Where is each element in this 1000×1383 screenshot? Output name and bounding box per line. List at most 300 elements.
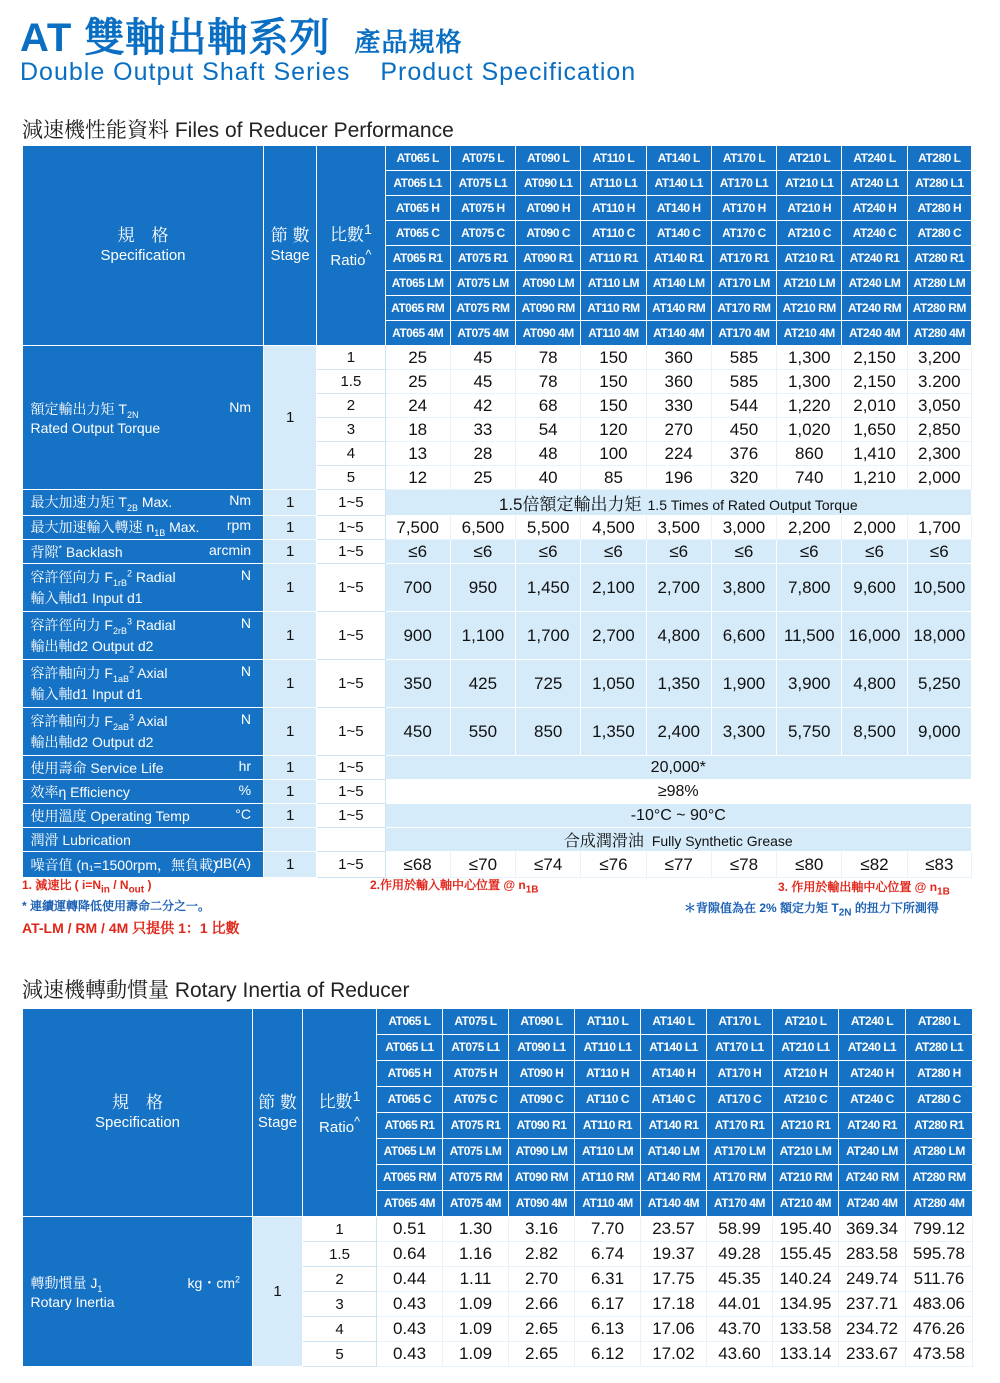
model-name: AT075 R1 [443, 1113, 509, 1139]
model-name: AT110 L [581, 146, 646, 171]
model-name: AT075 H [450, 196, 515, 221]
value-cell: 360 [646, 346, 711, 370]
model-name: AT140 L1 [646, 171, 711, 196]
model-name: AT240 R1 [842, 246, 907, 271]
model-name: AT075 C [443, 1087, 509, 1113]
row-label [23, 780, 264, 804]
label-part: 2 [126, 568, 132, 579]
value-cell: 49.28 [707, 1242, 773, 1267]
value-cell: 85 [581, 466, 646, 490]
inertia-ratio-header [303, 1009, 377, 1217]
model-name: AT075 C [450, 221, 515, 246]
value-cell: 376 [711, 442, 776, 466]
stage-cell: 1 [253, 1217, 303, 1367]
model-name: AT170 C [711, 221, 776, 246]
model-name: AT075 4M [443, 1191, 509, 1217]
label-part: Rated Output Torque [30, 419, 161, 436]
value-cell: ≤6 [711, 540, 776, 564]
ratio-header-zh-line [303, 1087, 376, 1113]
note-lm-rm-4m: AT-LM / RM / 4M 只提供 1：1 比數 [22, 920, 240, 936]
value-cell: 283.58 [839, 1242, 906, 1267]
model-name: AT065 RM [377, 1165, 443, 1191]
model-name: AT240 H [842, 196, 907, 221]
model-name: AT210 L1 [773, 1035, 839, 1061]
model-name: AT110 H [575, 1061, 641, 1087]
spec-header-en: Specification [94, 1113, 181, 1131]
value-cell: 133.58 [773, 1317, 839, 1342]
unit-label: Nm [229, 492, 252, 509]
model-name: AT210 C [773, 1087, 839, 1113]
spec-header-zh: 規 格 [112, 1092, 163, 1112]
model-name: AT170 4M [711, 321, 776, 346]
model-name: AT090 4M [509, 1191, 575, 1217]
model-name: AT090 L [516, 146, 581, 171]
model-name: AT240 L1 [839, 1035, 906, 1061]
span-cell [385, 490, 971, 516]
label-part: 3 [126, 616, 132, 627]
value-cell: 120 [581, 418, 646, 442]
label-line [31, 782, 264, 802]
model-name: AT170 C [707, 1087, 773, 1113]
model-name: AT110 LM [575, 1139, 641, 1165]
note-ratio-tail: ) [144, 878, 152, 892]
model-name: AT140 RM [646, 296, 711, 321]
value-cell: 150 [581, 394, 646, 418]
model-name: AT240 R1 [839, 1113, 906, 1139]
ratio-header-zh-sup: 1 [352, 1088, 361, 1105]
label-part: 最大加速輸入轉速 n [30, 519, 155, 536]
model-name: AT170 L1 [711, 171, 776, 196]
model-name: AT170 H [707, 1061, 773, 1087]
value-cell: 24 [385, 394, 450, 418]
value-cell: 3,000 [711, 516, 776, 540]
label-part: 使用溫度 Operating Temp [30, 807, 190, 824]
row-label [23, 708, 264, 756]
note-backlash-text: ＊背隙值為在 2% 額定力矩 T [684, 901, 839, 915]
value-cell: 1,050 [581, 660, 646, 708]
model-name: AT090 C [516, 221, 581, 246]
value-cell: 725 [516, 660, 581, 708]
value-cell: 1,220 [777, 394, 842, 418]
label-part: 效率η Efficiency [30, 783, 130, 800]
max-accel-torque-row [23, 490, 972, 516]
value-cell: 585 [711, 346, 776, 370]
label-line [31, 588, 264, 608]
unit-label: N [240, 711, 252, 728]
model-name: AT280 L1 [906, 1035, 973, 1061]
model-name: AT110 R1 [581, 246, 646, 271]
value-cell: 5,500 [516, 516, 581, 540]
note-ratio-sub2: out [128, 884, 145, 896]
ratio-header-zh-sup: 1 [363, 221, 372, 238]
model-name: AT110 C [575, 1087, 641, 1113]
ratio-cell: 1~5 [317, 660, 385, 708]
row-label [23, 828, 264, 852]
note-life: * 連續運轉降低使用壽命二分之一。 [22, 899, 211, 913]
spec-header-en: Specification [100, 246, 186, 264]
value-cell: 450 [385, 708, 450, 756]
unit-label: N [240, 663, 252, 680]
torque-row [23, 346, 972, 370]
value-cell: 40 [516, 466, 581, 490]
stage-cell: 1 [264, 804, 317, 828]
row-label [23, 540, 264, 564]
label-line [31, 732, 264, 752]
value-cell: 13 [385, 442, 450, 466]
row-label [23, 852, 264, 878]
stage-cell: 1 [264, 708, 317, 756]
model-name: AT140 H [646, 196, 711, 221]
note-input-position-sub: 1B [525, 884, 539, 896]
label-part: 使用壽命 Service Life [30, 759, 164, 776]
model-name: AT140 H [641, 1061, 707, 1087]
value-cell: 17.75 [641, 1267, 707, 1292]
model-name: AT075 R1 [450, 246, 515, 271]
model-name: AT090 LM [509, 1139, 575, 1165]
model-name: AT170 H [711, 196, 776, 221]
model-name: AT240 C [842, 221, 907, 246]
value-cell: 6.74 [575, 1242, 641, 1267]
value-cell: 6.31 [575, 1267, 641, 1292]
model-name: AT110 4M [575, 1191, 641, 1217]
span-text-en: 1.5 Times of Rated Output Torque [647, 497, 858, 513]
value-cell: 6.12 [575, 1342, 641, 1367]
model-name: AT065 C [385, 221, 450, 246]
label-part: 容許軸向力 F [30, 713, 113, 730]
value-cell: 54 [516, 418, 581, 442]
value-cell: 4,800 [842, 660, 907, 708]
value-cell: 17.06 [641, 1317, 707, 1342]
value-cell: 233.67 [839, 1342, 906, 1367]
value-cell: 2,850 [907, 418, 971, 442]
value-cell: 0.43 [377, 1342, 443, 1367]
model-name: AT280 C [907, 221, 971, 246]
label-part: 輸出軸d2 Output d2 [30, 637, 154, 654]
row-label [23, 564, 264, 612]
label-part: 2rB [112, 625, 127, 636]
model-name: AT280 L [906, 1009, 973, 1035]
value-cell: 270 [646, 418, 711, 442]
value-cell: 0.43 [377, 1292, 443, 1317]
value-cell: 700 [385, 564, 450, 612]
value-cell: 860 [777, 442, 842, 466]
label-line [31, 615, 264, 636]
model-name: AT170 RM [707, 1165, 773, 1191]
model-name: AT140 L1 [641, 1035, 707, 1061]
operating-temp-row [23, 804, 972, 828]
value-cell: 237.71 [839, 1292, 906, 1317]
model-name: AT065 4M [385, 321, 450, 346]
model-name: AT280 LM [907, 271, 971, 296]
span-cell: 20,000* [385, 756, 971, 780]
value-cell: 45.35 [707, 1267, 773, 1292]
radial-d2-row [23, 612, 972, 660]
value-cell: 196 [646, 466, 711, 490]
model-name: AT075 H [443, 1061, 509, 1087]
perf-spec-header [23, 146, 264, 346]
unit-label: N [240, 567, 252, 584]
model-name: AT140 4M [646, 321, 711, 346]
model-name: AT075 L [443, 1009, 509, 1035]
ratio-cell: 1 [317, 346, 385, 370]
ratio-cell: 1~5 [317, 490, 385, 516]
label-line [31, 830, 264, 850]
value-cell: 0.44 [377, 1267, 443, 1292]
model-name: AT065 L1 [377, 1035, 443, 1061]
model-name: AT240 L1 [842, 171, 907, 196]
model-name: AT140 RM [641, 1165, 707, 1191]
model-name: AT065 LM [385, 271, 450, 296]
subtitle-zh: 產品規格 [354, 27, 463, 57]
value-cell: 6,600 [711, 612, 776, 660]
stage-cell: 1 [264, 780, 317, 804]
value-cell: ≤6 [581, 540, 646, 564]
value-cell: 1,100 [450, 612, 515, 660]
stage-header-en: Stage [257, 1113, 298, 1131]
ratio-cell: 5 [303, 1342, 377, 1367]
ratio-header-en-sup: ^ [365, 248, 372, 263]
value-cell: 1,350 [646, 660, 711, 708]
ratio-cell: 3 [317, 418, 385, 442]
model-name: AT280 R1 [906, 1113, 973, 1139]
unit-label [188, 1273, 252, 1293]
model-name: AT140 L [641, 1009, 707, 1035]
value-cell: 5,250 [907, 660, 971, 708]
value-cell: 425 [450, 660, 515, 708]
value-cell: 43.60 [707, 1342, 773, 1367]
inertia-label-zh: 轉動慣量 J [30, 1275, 98, 1292]
model-name: AT090 4M [516, 321, 581, 346]
unit-label: °C [235, 805, 252, 822]
value-cell: 1,020 [777, 418, 842, 442]
value-cell: 3,050 [907, 394, 971, 418]
value-cell: 2,100 [581, 564, 646, 612]
ratio-header-zh: 比數 [318, 1092, 353, 1112]
label-line [31, 567, 264, 588]
value-cell: 1,700 [907, 516, 971, 540]
model-name: AT210 R1 [773, 1113, 839, 1139]
model-name: AT065 RM [385, 296, 450, 321]
label-part: Radial [131, 617, 176, 634]
ratio-cell: 5 [317, 466, 385, 490]
value-cell: 2,000 [842, 516, 907, 540]
stage-cell: 1 [264, 612, 317, 660]
model-name: AT110 R1 [575, 1113, 641, 1139]
value-cell: 6.17 [575, 1292, 641, 1317]
span-text-zh: 合成潤滑油 [563, 833, 644, 850]
value-cell: 900 [385, 612, 450, 660]
label-part: 容許徑向力 F [30, 569, 113, 586]
stage-cell: 1 [264, 756, 317, 780]
model-name: AT065 C [377, 1087, 443, 1113]
label-part: 噪音值 (n₁=1500rpm，無負載) [30, 856, 218, 873]
label-part: 輸入軸d1 Input d1 [30, 685, 143, 702]
row-label [23, 490, 264, 516]
model-name: AT065 L [385, 146, 450, 171]
unit-label: dB(A) [215, 854, 252, 871]
model-name: AT075 RM [443, 1165, 509, 1191]
model-name: AT065 L1 [385, 171, 450, 196]
value-cell: 2,150 [842, 346, 907, 370]
inertia-row [23, 1217, 973, 1242]
model-name: AT140 C [646, 221, 711, 246]
label-part: 最大加速力矩 T [30, 494, 127, 511]
value-cell: 476.26 [906, 1317, 973, 1342]
label-line [31, 636, 264, 656]
stage-cell: 1 [264, 516, 317, 540]
value-cell: 9,600 [842, 564, 907, 612]
model-name: AT280 L1 [907, 171, 971, 196]
value-cell: ≤6 [385, 540, 450, 564]
value-cell: 150 [581, 346, 646, 370]
model-name: AT065 H [377, 1061, 443, 1087]
model-name: AT110 C [581, 221, 646, 246]
model-name: AT210 RM [773, 1165, 839, 1191]
label-line [31, 711, 264, 732]
note-backlash [684, 899, 939, 918]
value-cell: 740 [777, 466, 842, 490]
model-name: AT140 LM [646, 271, 711, 296]
value-cell: 2,300 [907, 442, 971, 466]
model-name: AT090 RM [509, 1165, 575, 1191]
service-life-row [23, 756, 972, 780]
model-name: AT110 RM [581, 296, 646, 321]
value-cell: 18 [385, 418, 450, 442]
model-name: AT240 C [839, 1087, 906, 1113]
model-name: AT240 RM [839, 1165, 906, 1191]
label-part: Backlash [62, 543, 123, 560]
model-name: AT240 4M [839, 1191, 906, 1217]
value-cell: ≤78 [711, 852, 776, 878]
perf-header-row [23, 146, 972, 171]
model-name: AT075 L1 [450, 171, 515, 196]
ratio-cell: 1~5 [317, 756, 385, 780]
ratio-cell: 1~5 [317, 852, 385, 878]
lubrication-row [23, 828, 972, 852]
stage-header-zh: 節 數 [258, 1092, 297, 1112]
value-cell: 3,900 [777, 660, 842, 708]
value-cell: 18,000 [907, 612, 971, 660]
value-cell: 25 [385, 346, 450, 370]
span-text-zh: 1.5倍額定輸出力矩 [498, 495, 642, 514]
model-name: AT110 L1 [581, 171, 646, 196]
model-name: AT170 L [711, 146, 776, 171]
model-name: AT210 4M [773, 1191, 839, 1217]
label-part: 輸入軸d1 Input d1 [30, 589, 143, 606]
value-cell: 360 [646, 370, 711, 394]
value-cell: ≤77 [646, 852, 711, 878]
value-cell: 483.06 [906, 1292, 973, 1317]
value-cell: 511.76 [906, 1267, 973, 1292]
value-cell: 1,300 [777, 370, 842, 394]
value-cell: 45 [450, 370, 515, 394]
value-cell: 33 [450, 418, 515, 442]
value-cell: 45 [450, 346, 515, 370]
span-cell: ≥98% [385, 780, 971, 804]
value-cell: 2.65 [509, 1342, 575, 1367]
label-part: Radial [131, 569, 176, 586]
value-cell: 1,410 [842, 442, 907, 466]
label-part: 容許軸向力 F [30, 665, 113, 682]
value-cell: 43.70 [707, 1317, 773, 1342]
note-ratio-mid: / N [109, 878, 129, 892]
label-line [31, 399, 264, 420]
value-cell: 7,800 [777, 564, 842, 612]
model-name: AT210 4M [777, 321, 842, 346]
ratio-cell: 1~5 [317, 564, 385, 612]
ratio-header-en: Ratio [319, 1119, 355, 1137]
model-name: AT280 LM [906, 1139, 973, 1165]
ratio-cell: 1~5 [317, 804, 385, 828]
value-cell: ≤82 [842, 852, 907, 878]
stage-header-en: Stage [270, 246, 310, 264]
value-cell: ≤6 [907, 540, 971, 564]
model-name: AT075 RM [450, 296, 515, 321]
value-cell: ≤6 [842, 540, 907, 564]
value-cell: 585 [711, 370, 776, 394]
value-cell: 8,500 [842, 708, 907, 756]
value-cell: 595.78 [906, 1242, 973, 1267]
value-cell: 9,000 [907, 708, 971, 756]
value-cell: 799.12 [906, 1217, 973, 1242]
inertia-unit-sup: 2 [234, 1274, 240, 1285]
value-cell: 249.74 [839, 1267, 906, 1292]
axial-d2-row [23, 708, 972, 756]
spec-header-zh: 規 格 [117, 225, 169, 245]
ratio-header-en-sup: ^ [354, 1115, 360, 1130]
model-name: AT280 4M [906, 1191, 973, 1217]
model-name: AT170 R1 [711, 246, 776, 271]
model-name: AT240 L [839, 1009, 906, 1035]
model-name: AT110 L [575, 1009, 641, 1035]
ratio-cell: 1.5 [303, 1242, 377, 1267]
value-cell: 5,750 [777, 708, 842, 756]
model-name: AT065 LM [377, 1139, 443, 1165]
value-cell: 850 [516, 708, 581, 756]
ratio-cell: 4 [303, 1317, 377, 1342]
ratio-header-en: Ratio [330, 252, 366, 270]
value-cell: 44.01 [707, 1292, 773, 1317]
model-name: AT090 R1 [516, 246, 581, 271]
unit-label: % [238, 781, 252, 798]
value-cell: 68 [516, 394, 581, 418]
value-cell: 42 [450, 394, 515, 418]
value-cell: 2,010 [842, 394, 907, 418]
model-name: AT210 RM [777, 296, 842, 321]
value-cell: ≤83 [907, 852, 971, 878]
label-part: Axial [133, 713, 168, 730]
model-name: AT075 L [450, 146, 515, 171]
model-name: AT280 H [906, 1061, 973, 1087]
value-cell: 330 [646, 394, 711, 418]
ratio-header-zh-line [317, 220, 384, 246]
value-cell: 3,500 [646, 516, 711, 540]
max-input-speed-row [23, 516, 972, 540]
title-zh: AT 雙軸出軸系列 [20, 16, 331, 60]
model-name: AT210 LM [777, 271, 842, 296]
page-title-en [20, 58, 636, 87]
stage-header-zh: 節 數 [270, 225, 310, 245]
ratio-header-en-line [303, 1112, 376, 1138]
model-name: AT110 4M [581, 321, 646, 346]
ratio-cell: 2 [317, 394, 385, 418]
ratio-header-en-line [317, 245, 384, 271]
label-part: Max. [165, 519, 200, 536]
model-name: AT065 H [385, 196, 450, 221]
model-name: AT110 L1 [575, 1035, 641, 1061]
page-title [20, 6, 462, 63]
label-part: 1B [154, 527, 166, 538]
